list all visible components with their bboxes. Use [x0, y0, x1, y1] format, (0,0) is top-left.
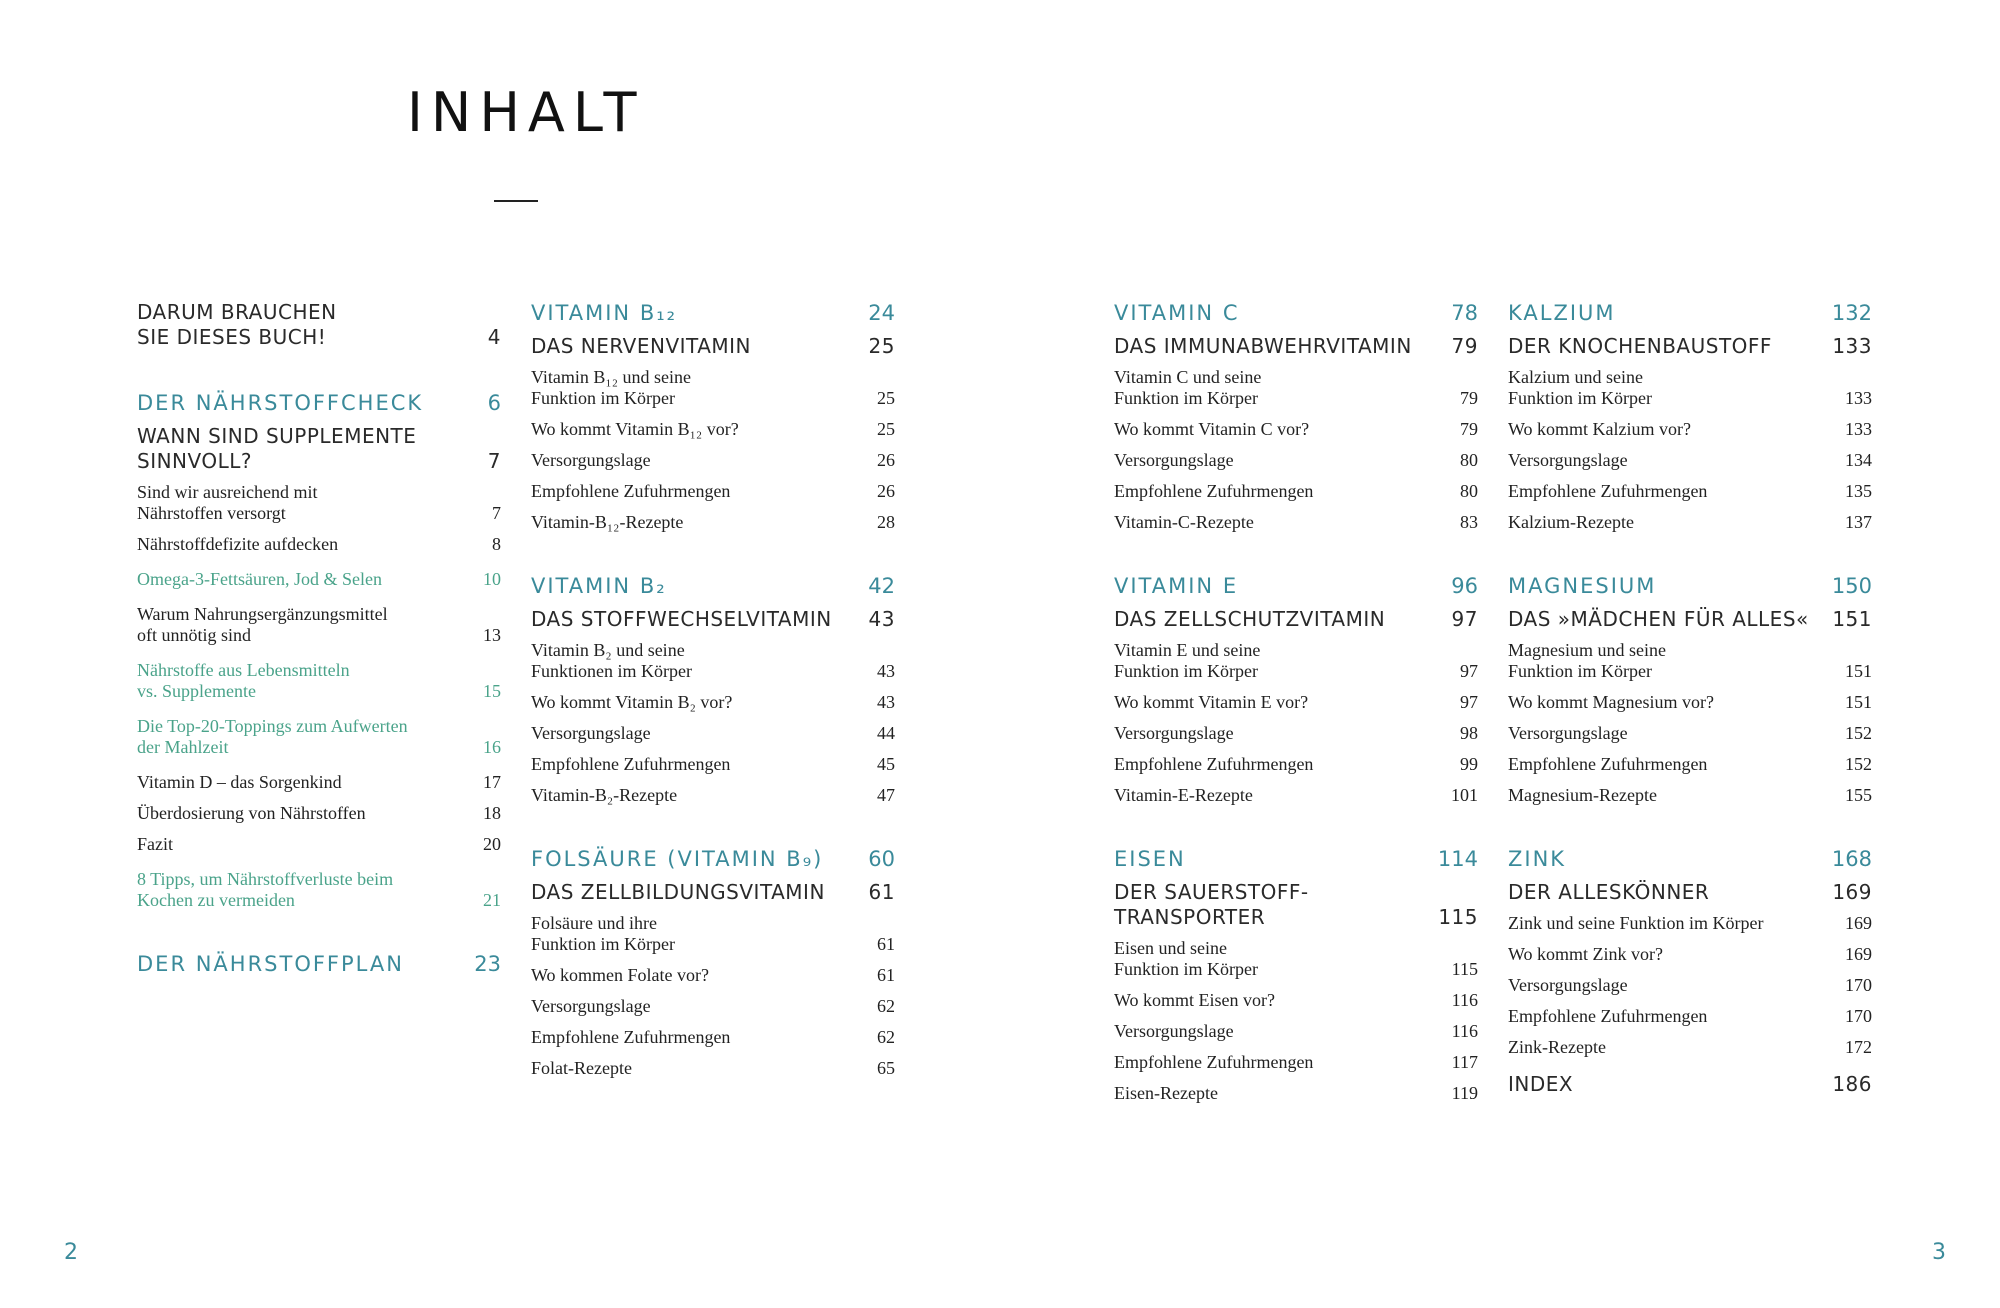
section-heading-title: DAS ZELLBILDUNGSVITAMIN	[531, 880, 825, 904]
toc-entry-title: Empfohlene Zufuhrmengen	[1114, 1052, 1314, 1072]
toc-entry	[137, 869, 501, 911]
section-heading	[1508, 880, 1872, 905]
toc-entry	[1114, 481, 1478, 502]
toc-entry-page: 98	[1460, 723, 1478, 743]
toc-entry	[1114, 723, 1478, 744]
section-heading-page: 79	[1451, 334, 1478, 358]
toc-entry-title: Magnesium und seine Funktion im Körper	[1508, 640, 1666, 681]
toc-entry-page: 119	[1451, 1083, 1478, 1103]
toc-entry-page: 80	[1460, 450, 1478, 470]
toc-entry-title: Omega-3-Fettsäuren, Jod & Selen	[137, 569, 382, 589]
toc-entry-page: 43	[877, 692, 895, 712]
toc-entry	[1114, 512, 1478, 533]
toc-entry	[531, 754, 895, 775]
chapter-heading	[137, 951, 501, 977]
section-heading-page: 97	[1451, 607, 1478, 631]
toc-entry	[531, 450, 895, 471]
toc-entry-page: 133	[1845, 419, 1872, 439]
toc-entry	[531, 723, 895, 744]
toc-entry-page: 18	[483, 803, 501, 823]
toc-entry-title: Versorgungslage	[531, 450, 651, 470]
toc-entry-page: 116	[1451, 990, 1478, 1010]
section-heading-title: DER KNOCHENBAUSTOFF	[1508, 334, 1772, 358]
toc-entry-page: 97	[1460, 692, 1478, 712]
toc-entry-title: Wo kommt Vitamin B₁₂ vor?	[531, 419, 739, 439]
toc-entry-page: 80	[1460, 481, 1478, 501]
toc-entry-title: Zink-Rezepte	[1508, 1037, 1606, 1057]
section-heading	[531, 607, 895, 632]
section-heading-page: 61	[868, 880, 895, 904]
toc-entry-page: 170	[1845, 1006, 1872, 1026]
toc-entry-title: Vitamin C und seine Funktion im Körper	[1114, 367, 1262, 408]
chapter-heading-page: 132	[1831, 301, 1872, 325]
toc-entry	[531, 640, 895, 682]
toc-entry-page: 79	[1460, 388, 1478, 408]
section-heading-page: 115	[1438, 905, 1478, 929]
chapter-heading-title: FOLSÄURE (VITAMIN B₉)	[531, 847, 824, 871]
chapter-heading-title: VITAMIN E	[1114, 574, 1239, 598]
chapter-heading-title: KALZIUM	[1508, 301, 1616, 325]
toc-entry-title: Versorgungslage	[1508, 450, 1628, 470]
toc-entry	[531, 419, 895, 440]
chapter-heading	[1508, 573, 1872, 599]
chapter-heading-page: 6	[487, 391, 501, 415]
toc-entry-page: 13	[483, 625, 501, 645]
toc-entry-page: 16	[483, 737, 501, 757]
toc-entry-title: Wo kommt Zink vor?	[1508, 944, 1664, 964]
toc-entry	[1114, 367, 1478, 409]
toc-entry	[137, 482, 501, 524]
section-heading	[137, 424, 501, 474]
toc-entry-title: Fazit	[137, 834, 173, 854]
toc-entry	[1114, 640, 1478, 682]
toc-entry	[1114, 1021, 1478, 1042]
section-heading-title: DAS »MÄDCHEN FÜR ALLES«	[1508, 607, 1809, 631]
toc-entry-page: 152	[1845, 754, 1872, 774]
toc-entry-page: 79	[1460, 419, 1478, 439]
toc-entry-page: 134	[1845, 450, 1872, 470]
toc-entry-title: Vitamin E und seine Funktion im Körper	[1114, 640, 1261, 681]
toc-entry	[1508, 512, 1872, 533]
toc-entry-page: 152	[1845, 723, 1872, 743]
toc-entry-title: Folat-Rezepte	[531, 1058, 632, 1078]
toc-entry-page: 116	[1451, 1021, 1478, 1041]
chapter-heading-title: VITAMIN B₂	[531, 574, 667, 598]
toc-entry-page: 28	[877, 512, 895, 532]
toc-entry-title: Versorgungslage	[1508, 723, 1628, 743]
toc-entry	[1508, 944, 1872, 965]
section-heading	[531, 880, 895, 905]
toc-entry-title: Eisen-Rezepte	[1114, 1083, 1218, 1103]
toc-entry-page: 62	[877, 1027, 895, 1047]
toc-entry-page: 25	[877, 388, 895, 408]
toc-entry-page: 20	[483, 834, 501, 854]
section-heading-title: WANN SIND SUPPLEMENTE SINNVOLL?	[137, 424, 417, 473]
toc-entry-title: Zink und seine Funktion im Körper	[1508, 913, 1764, 933]
chapter-heading-page: 114	[1437, 847, 1478, 871]
toc-entry-page: 65	[877, 1058, 895, 1078]
chapter-heading	[531, 573, 895, 599]
toc-entry	[531, 367, 895, 409]
toc-entry-title: Überdosierung von Nährstoffen	[137, 803, 366, 823]
toc-entry-page: 170	[1845, 975, 1872, 995]
chapter-heading-page: 168	[1831, 847, 1872, 871]
toc-entry-title: Empfohlene Zufuhrmengen	[531, 481, 731, 501]
section-heading-page: 43	[868, 607, 895, 631]
toc-entry-title: Wo kommt Vitamin E vor?	[1114, 692, 1309, 712]
chapter-heading	[1114, 846, 1478, 872]
toc-entry-title: Empfohlene Zufuhrmengen	[1114, 481, 1314, 501]
toc-entry	[1114, 1083, 1478, 1104]
section-heading	[1114, 880, 1478, 930]
chapter-heading	[1508, 846, 1872, 872]
section-heading	[1508, 1072, 1872, 1097]
toc-entry	[137, 834, 501, 855]
page-title: INHALT	[407, 81, 645, 144]
toc-entry-page: 62	[877, 996, 895, 1016]
toc-entry-page: 61	[877, 965, 895, 985]
toc-entry-title: Sind wir ausreichend mit Nährstoffen versorgt	[137, 482, 318, 523]
toc-entry-page: 151	[1845, 692, 1872, 712]
toc-entry	[531, 1058, 895, 1079]
chapter-heading	[531, 846, 895, 872]
toc-entry	[1508, 1037, 1872, 1058]
toc-entry-page: 25	[877, 419, 895, 439]
toc-entry-title: Nährstoffe aus Lebensmitteln vs. Supplemente	[137, 660, 350, 701]
toc-entry	[531, 913, 895, 955]
toc-entry-page: 137	[1845, 512, 1872, 532]
toc-entry	[531, 1027, 895, 1048]
toc-entry-title: Vitamin B₂ und seine Funktionen im Körper	[531, 640, 692, 681]
toc-entry-page: 26	[877, 450, 895, 470]
toc-entry	[1114, 692, 1478, 713]
toc-entry	[1114, 938, 1478, 980]
toc-entry	[1508, 1006, 1872, 1027]
toc-entry	[531, 512, 895, 533]
section-heading	[137, 300, 501, 350]
toc-entry-page: 155	[1845, 785, 1872, 805]
toc-entry	[1114, 450, 1478, 471]
toc-entry	[1114, 419, 1478, 440]
toc-entry-page: 15	[483, 681, 501, 701]
toc-entry-title: Empfohlene Zufuhrmengen	[531, 1027, 731, 1047]
toc-entry-title: Versorgungslage	[1114, 723, 1234, 743]
section-heading-title: DAS NERVENVITAMIN	[531, 334, 752, 358]
section-heading-title: DAS ZELLSCHUTZVITAMIN	[1114, 607, 1386, 631]
section-heading	[531, 334, 895, 359]
toc-entry	[1114, 1052, 1478, 1073]
section-heading-page: 169	[1832, 880, 1872, 904]
toc-entry	[1508, 419, 1872, 440]
toc-entry	[137, 803, 501, 824]
chapter-heading-page: 23	[474, 952, 501, 976]
toc-entry-page: 26	[877, 481, 895, 501]
toc-entry	[531, 692, 895, 713]
chapter-heading-title: DER NÄHRSTOFFPLAN	[137, 952, 404, 976]
toc-entry-title: Versorgungslage	[1114, 450, 1234, 470]
section-heading	[1114, 607, 1478, 632]
toc-entry	[1114, 990, 1478, 1011]
toc-entry-page: 151	[1845, 661, 1872, 681]
toc-entry-page: 169	[1845, 913, 1872, 933]
chapter-heading-title: ZINK	[1508, 847, 1567, 871]
toc-entry-title: Versorgungslage	[1114, 1021, 1234, 1041]
toc-entry-page: 117	[1451, 1052, 1478, 1072]
section-heading	[1508, 607, 1872, 632]
page-number-left: 2	[64, 1240, 78, 1265]
chapter-heading-page: 60	[868, 847, 895, 871]
toc-entry-title: Empfohlene Zufuhrmengen	[531, 754, 731, 774]
section-heading-page: 133	[1832, 334, 1872, 358]
toc-entry-page: 61	[877, 934, 895, 954]
toc-entry	[1508, 640, 1872, 682]
title-underline	[494, 200, 538, 202]
section-heading-title: DAS STOFFWECHSELVITAMIN	[531, 607, 832, 631]
toc-entry-page: 99	[1460, 754, 1478, 774]
toc-entry-page: 172	[1845, 1037, 1872, 1057]
section-heading-title: DER SAUERSTOFF- TRANSPORTER	[1114, 880, 1309, 929]
chapter-heading-title: VITAMIN C	[1114, 301, 1240, 325]
toc-entry-title: Empfohlene Zufuhrmengen	[1508, 754, 1708, 774]
toc-entry-title: Wo kommen Folate vor?	[531, 965, 710, 985]
toc-entry-title: Vitamin D – das Sorgenkind	[137, 772, 342, 792]
chapter-heading-title: VITAMIN B₁₂	[531, 301, 678, 325]
toc-entry-title: Versorgungslage	[1508, 975, 1628, 995]
chapter-heading-page: 150	[1831, 574, 1872, 598]
toc-entry-title: Nährstoffdefizite aufdecken	[137, 534, 339, 554]
toc-entry	[1114, 785, 1478, 806]
toc-entry	[1508, 975, 1872, 996]
toc-entry-title: Wo kommt Kalzium vor?	[1508, 419, 1692, 439]
toc-entry-title: Wo kommt Vitamin B₂ vor?	[531, 692, 733, 712]
toc-entry	[531, 785, 895, 806]
toc-entry-page: 83	[1460, 512, 1478, 532]
toc-entry-title: Wo kommt Eisen vor?	[1114, 990, 1276, 1010]
section-heading-page: 151	[1832, 607, 1872, 631]
toc-entry	[1508, 785, 1872, 806]
toc-entry	[1508, 367, 1872, 409]
toc-entry-page: 8	[492, 534, 501, 554]
toc-entry	[137, 569, 501, 590]
toc-entry-title: Empfohlene Zufuhrmengen	[1508, 481, 1708, 501]
toc-entry-title: Vitamin-B₂-Rezepte	[531, 785, 678, 805]
toc-entry-page: 115	[1451, 959, 1478, 979]
toc-entry-title: Vitamin-B₁₂-Rezepte	[531, 512, 684, 532]
section-heading	[1508, 334, 1872, 359]
toc-entry-title: Kalzium-Rezepte	[1508, 512, 1634, 532]
toc-entry	[1508, 754, 1872, 775]
toc-entry	[1508, 913, 1872, 934]
chapter-heading-page: 42	[868, 574, 895, 598]
toc-column-3	[1114, 300, 1478, 1104]
toc-entry-title: Vitamin B₁₂ und seine Funktion im Körper	[531, 367, 691, 408]
chapter-heading-page: 24	[868, 301, 895, 325]
toc-entry	[137, 660, 501, 702]
toc-entry	[1508, 450, 1872, 471]
toc-entry-page: 135	[1845, 481, 1872, 501]
toc-entry-page: 97	[1460, 661, 1478, 681]
chapter-heading	[531, 300, 895, 326]
chapter-heading-title: DER NÄHRSTOFFCHECK	[137, 391, 424, 415]
toc-entry-title: Empfohlene Zufuhrmengen	[1114, 754, 1314, 774]
toc-entry	[137, 534, 501, 555]
toc-entry-page: 17	[483, 772, 501, 792]
toc-entry	[1114, 754, 1478, 775]
toc-entry-title: Folsäure und ihre Funktion im Körper	[531, 913, 675, 954]
toc-entry	[137, 604, 501, 646]
section-heading-page: 7	[487, 449, 501, 473]
toc-entry-title: Warum Nahrungsergänzungsmittel oft unnötig sind	[137, 604, 388, 645]
chapter-heading	[1508, 300, 1872, 326]
toc-entry-title: Empfohlene Zufuhrmengen	[1508, 1006, 1708, 1026]
toc-entry-title: Wo kommt Vitamin C vor?	[1114, 419, 1310, 439]
toc-entry-title: Kalzium und seine Funktion im Körper	[1508, 367, 1652, 408]
toc-entry	[1508, 692, 1872, 713]
toc-entry-page: 10	[483, 569, 501, 589]
toc-entry-page: 101	[1451, 785, 1478, 805]
section-heading-page: 25	[868, 334, 895, 358]
toc-entry-title: Magnesium-Rezepte	[1508, 785, 1657, 805]
toc-entry	[1508, 723, 1872, 744]
toc-column-1	[137, 300, 501, 977]
chapter-heading-page: 96	[1451, 574, 1478, 598]
toc-entry-title: Versorgungslage	[531, 723, 651, 743]
chapter-heading-title: MAGNESIUM	[1508, 574, 1657, 598]
chapter-heading-page: 78	[1451, 301, 1478, 325]
toc-entry-page: 45	[877, 754, 895, 774]
page-number-right: 3	[1932, 1240, 1946, 1265]
toc-entry	[531, 481, 895, 502]
toc-entry-title: Wo kommt Magnesium vor?	[1508, 692, 1715, 712]
toc-entry-title: Eisen und seine Funktion im Körper	[1114, 938, 1258, 979]
toc-entry-page: 7	[492, 503, 501, 523]
toc-entry-title: 8 Tipps, um Nährstoffverluste beim Kochen zu vermeiden	[137, 869, 394, 910]
chapter-heading	[1114, 300, 1478, 326]
chapter-heading	[1114, 573, 1478, 599]
toc-entry-page: 169	[1845, 944, 1872, 964]
toc-entry	[531, 965, 895, 986]
chapter-heading	[137, 390, 501, 416]
section-heading-page: 186	[1832, 1072, 1872, 1096]
section-heading	[1114, 334, 1478, 359]
toc-entry	[137, 716, 501, 758]
toc-entry-page: 43	[877, 661, 895, 681]
toc-entry	[1508, 481, 1872, 502]
chapter-heading-title: EISEN	[1114, 847, 1186, 871]
toc-entry-page: 47	[877, 785, 895, 805]
section-heading-title: DER ALLESKÖNNER	[1508, 880, 1710, 904]
section-heading-title: DARUM BRAUCHEN SIE DIESES BUCH!	[137, 300, 337, 349]
toc-entry-title: Vitamin-C-Rezepte	[1114, 512, 1254, 532]
toc-entry-page: 21	[483, 890, 501, 910]
section-heading-title: INDEX	[1508, 1072, 1574, 1096]
toc-entry-title: Versorgungslage	[531, 996, 651, 1016]
toc-entry	[137, 772, 501, 793]
toc-entry-title: Vitamin-E-Rezepte	[1114, 785, 1253, 805]
section-heading-title: DAS IMMUNABWEHRVITAMIN	[1114, 334, 1412, 358]
toc-entry-title: Die Top-20-Toppings zum Aufwerten der Mahlzeit	[137, 716, 408, 757]
section-heading-page: 4	[487, 325, 501, 349]
toc-entry-page: 133	[1845, 388, 1872, 408]
toc-entry	[531, 996, 895, 1017]
toc-entry-page: 44	[877, 723, 895, 743]
toc-column-4	[1508, 300, 1872, 1097]
toc-column-2	[531, 300, 895, 1079]
